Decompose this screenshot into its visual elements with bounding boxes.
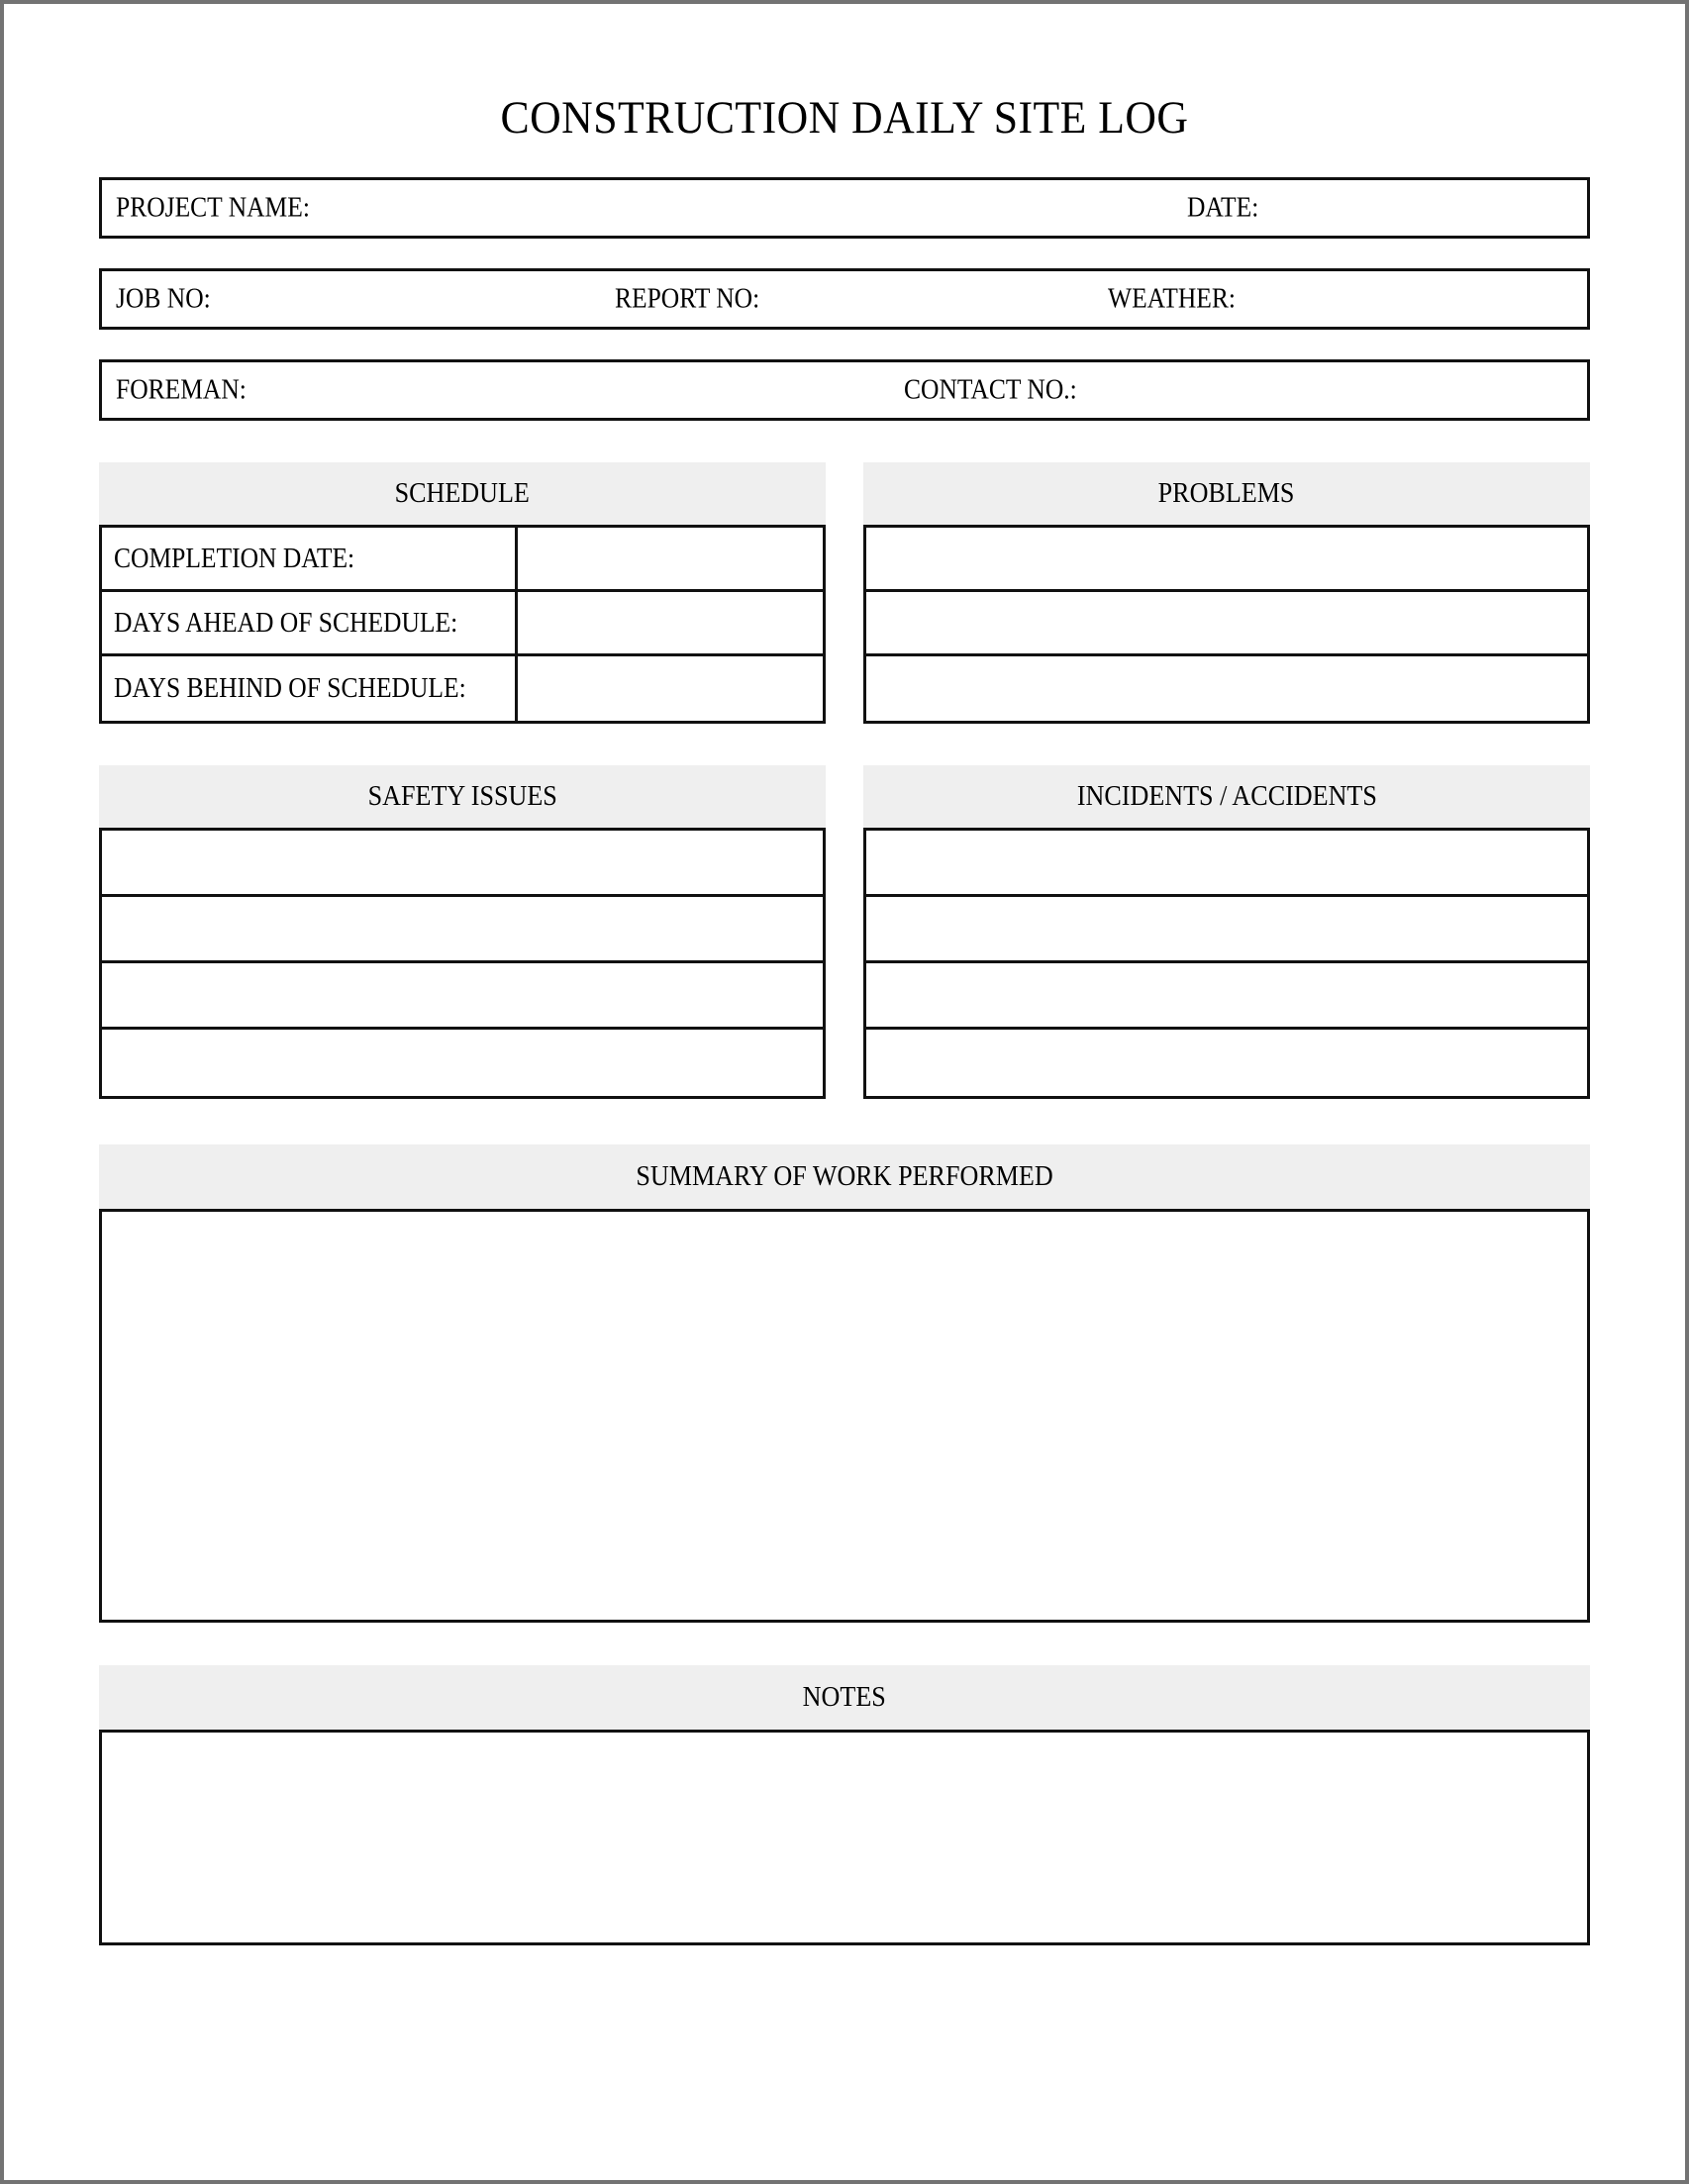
problems-table (863, 525, 1590, 724)
table-row (102, 592, 823, 656)
report-no-label: REPORT NO: (615, 282, 760, 315)
date-label: DATE: (1187, 191, 1259, 224)
notes-textarea[interactable] (99, 1730, 1590, 1945)
schedule-problems-grid (99, 462, 1590, 724)
incidents-panel (863, 765, 1590, 1099)
days-behind-label: DAYS BEHIND OF SCHEDULE: (114, 672, 466, 704)
weather-label: WEATHER: (1108, 282, 1237, 315)
schedule-table (99, 525, 826, 724)
safety-issues-heading-text: SAFETY ISSUES (367, 780, 557, 812)
notes-heading-text: NOTES (802, 1681, 887, 1713)
safety-incidents-grid (99, 765, 1590, 1099)
foreman-label: FOREMAN: (116, 373, 247, 406)
problems-heading (863, 462, 1590, 525)
foreman-contact-row (99, 359, 1590, 421)
summary-textarea[interactable] (99, 1209, 1590, 1623)
summary-panel (99, 1144, 1590, 1623)
days-ahead-label: DAYS AHEAD OF SCHEDULE: (114, 606, 458, 639)
page-title: CONSTRUCTION DAILY SITE LOG (500, 92, 1189, 144)
job-report-weather-row (99, 268, 1590, 330)
days-behind-input[interactable] (518, 656, 823, 721)
table-row (102, 656, 823, 721)
problems-input-row-2[interactable] (866, 592, 1587, 656)
safety-input-row-4[interactable] (102, 1030, 823, 1096)
safety-input-row-2[interactable] (102, 897, 823, 963)
contact-no-label: CONTACT NO.: (904, 373, 1077, 406)
problems-heading-text: PROBLEMS (1158, 477, 1295, 509)
incidents-input-row-2[interactable] (866, 897, 1587, 963)
incidents-heading (863, 765, 1590, 828)
incidents-input-row-1[interactable] (866, 831, 1587, 897)
safety-issues-panel (99, 765, 826, 1099)
safety-issues-heading (99, 765, 826, 828)
incidents-heading-text: INCIDENTS / ACCIDENTS (1076, 780, 1377, 812)
summary-heading-text: SUMMARY OF WORK PERFORMED (636, 1160, 1053, 1192)
schedule-heading-text: SCHEDULE (394, 477, 531, 509)
incidents-input-row-3[interactable] (866, 963, 1587, 1030)
notes-heading (99, 1665, 1590, 1730)
safety-input-row-3[interactable] (102, 963, 823, 1030)
incidents-input-row-4[interactable] (866, 1030, 1587, 1096)
days-ahead-input[interactable] (518, 592, 823, 653)
days-behind-label-cell (102, 656, 518, 721)
problems-input-row-3[interactable] (866, 656, 1587, 721)
problems-input-row-1[interactable] (866, 528, 1587, 592)
completion-date-input[interactable] (518, 528, 823, 589)
project-name-label: PROJECT NAME: (116, 191, 310, 224)
days-ahead-label-cell (102, 592, 518, 653)
completion-date-label: COMPLETION DATE: (114, 542, 355, 574)
safety-issues-table (99, 828, 826, 1099)
safety-input-row-1[interactable] (102, 831, 823, 897)
problems-panel (863, 462, 1590, 724)
notes-panel (99, 1665, 1590, 1945)
schedule-heading (99, 462, 826, 525)
schedule-panel (99, 462, 826, 724)
job-no-label: JOB NO: (116, 282, 211, 315)
completion-date-label-cell (102, 528, 518, 589)
project-date-row (99, 177, 1590, 239)
incidents-table (863, 828, 1590, 1099)
form-sheet (4, 4, 1685, 2180)
summary-heading (99, 1144, 1590, 1209)
table-row (102, 528, 823, 592)
